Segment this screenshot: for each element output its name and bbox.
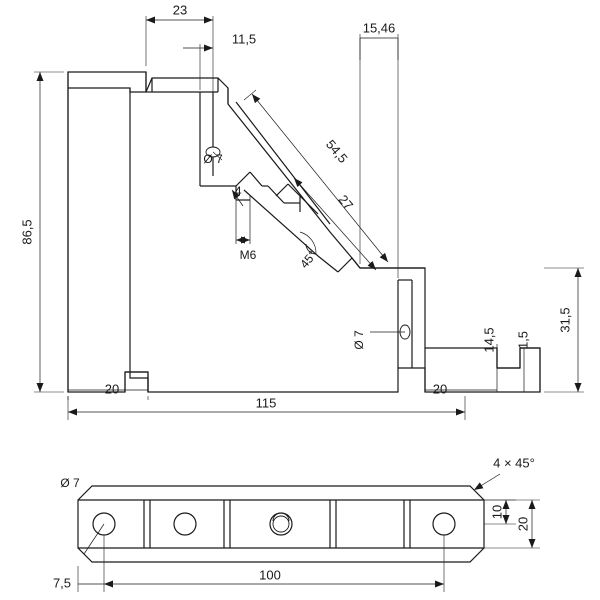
dim-31-5: 31,5 — [557, 307, 573, 333]
dim-4: 4 — [234, 183, 242, 199]
dim-11-5: 11,5 — [231, 31, 257, 47]
dim-14-5: 14,5 — [481, 327, 497, 353]
dim-hole-top: Ø 7 — [203, 152, 223, 167]
dim-115: 115 — [255, 395, 277, 411]
dim-chamfer: 4 × 45° — [493, 455, 535, 471]
dim-27: 27 — [335, 191, 357, 213]
side-view-dimensions — [19, 2, 584, 420]
dim-plan-10: 10 — [489, 504, 505, 520]
plan-view-dimensions — [53, 455, 540, 592]
dim-plan-hole: Ø 7 — [60, 476, 80, 491]
dim-left-foot-20: 20 — [104, 381, 120, 397]
dim-m6: M6 — [239, 248, 257, 263]
dim-1-5: 1,5 — [515, 330, 531, 350]
dim-23: 23 — [172, 2, 188, 18]
dim-15-46: 15,46 — [362, 20, 396, 36]
dim-right-foot-20: 20 — [432, 381, 448, 397]
dim-hole-bottom: Ø 7 — [352, 330, 367, 350]
dim-plan-20: 20 — [515, 516, 531, 532]
plan-view-profile — [78, 486, 484, 562]
dim-45deg: 45° — [297, 248, 320, 271]
dim-86-5: 86,5 — [19, 219, 35, 245]
dim-54-5: 54,5 — [322, 136, 351, 166]
dim-plan-7-5: 7,5 — [52, 575, 72, 591]
side-view-profile — [68, 72, 540, 392]
dim-plan-100: 100 — [259, 567, 281, 583]
